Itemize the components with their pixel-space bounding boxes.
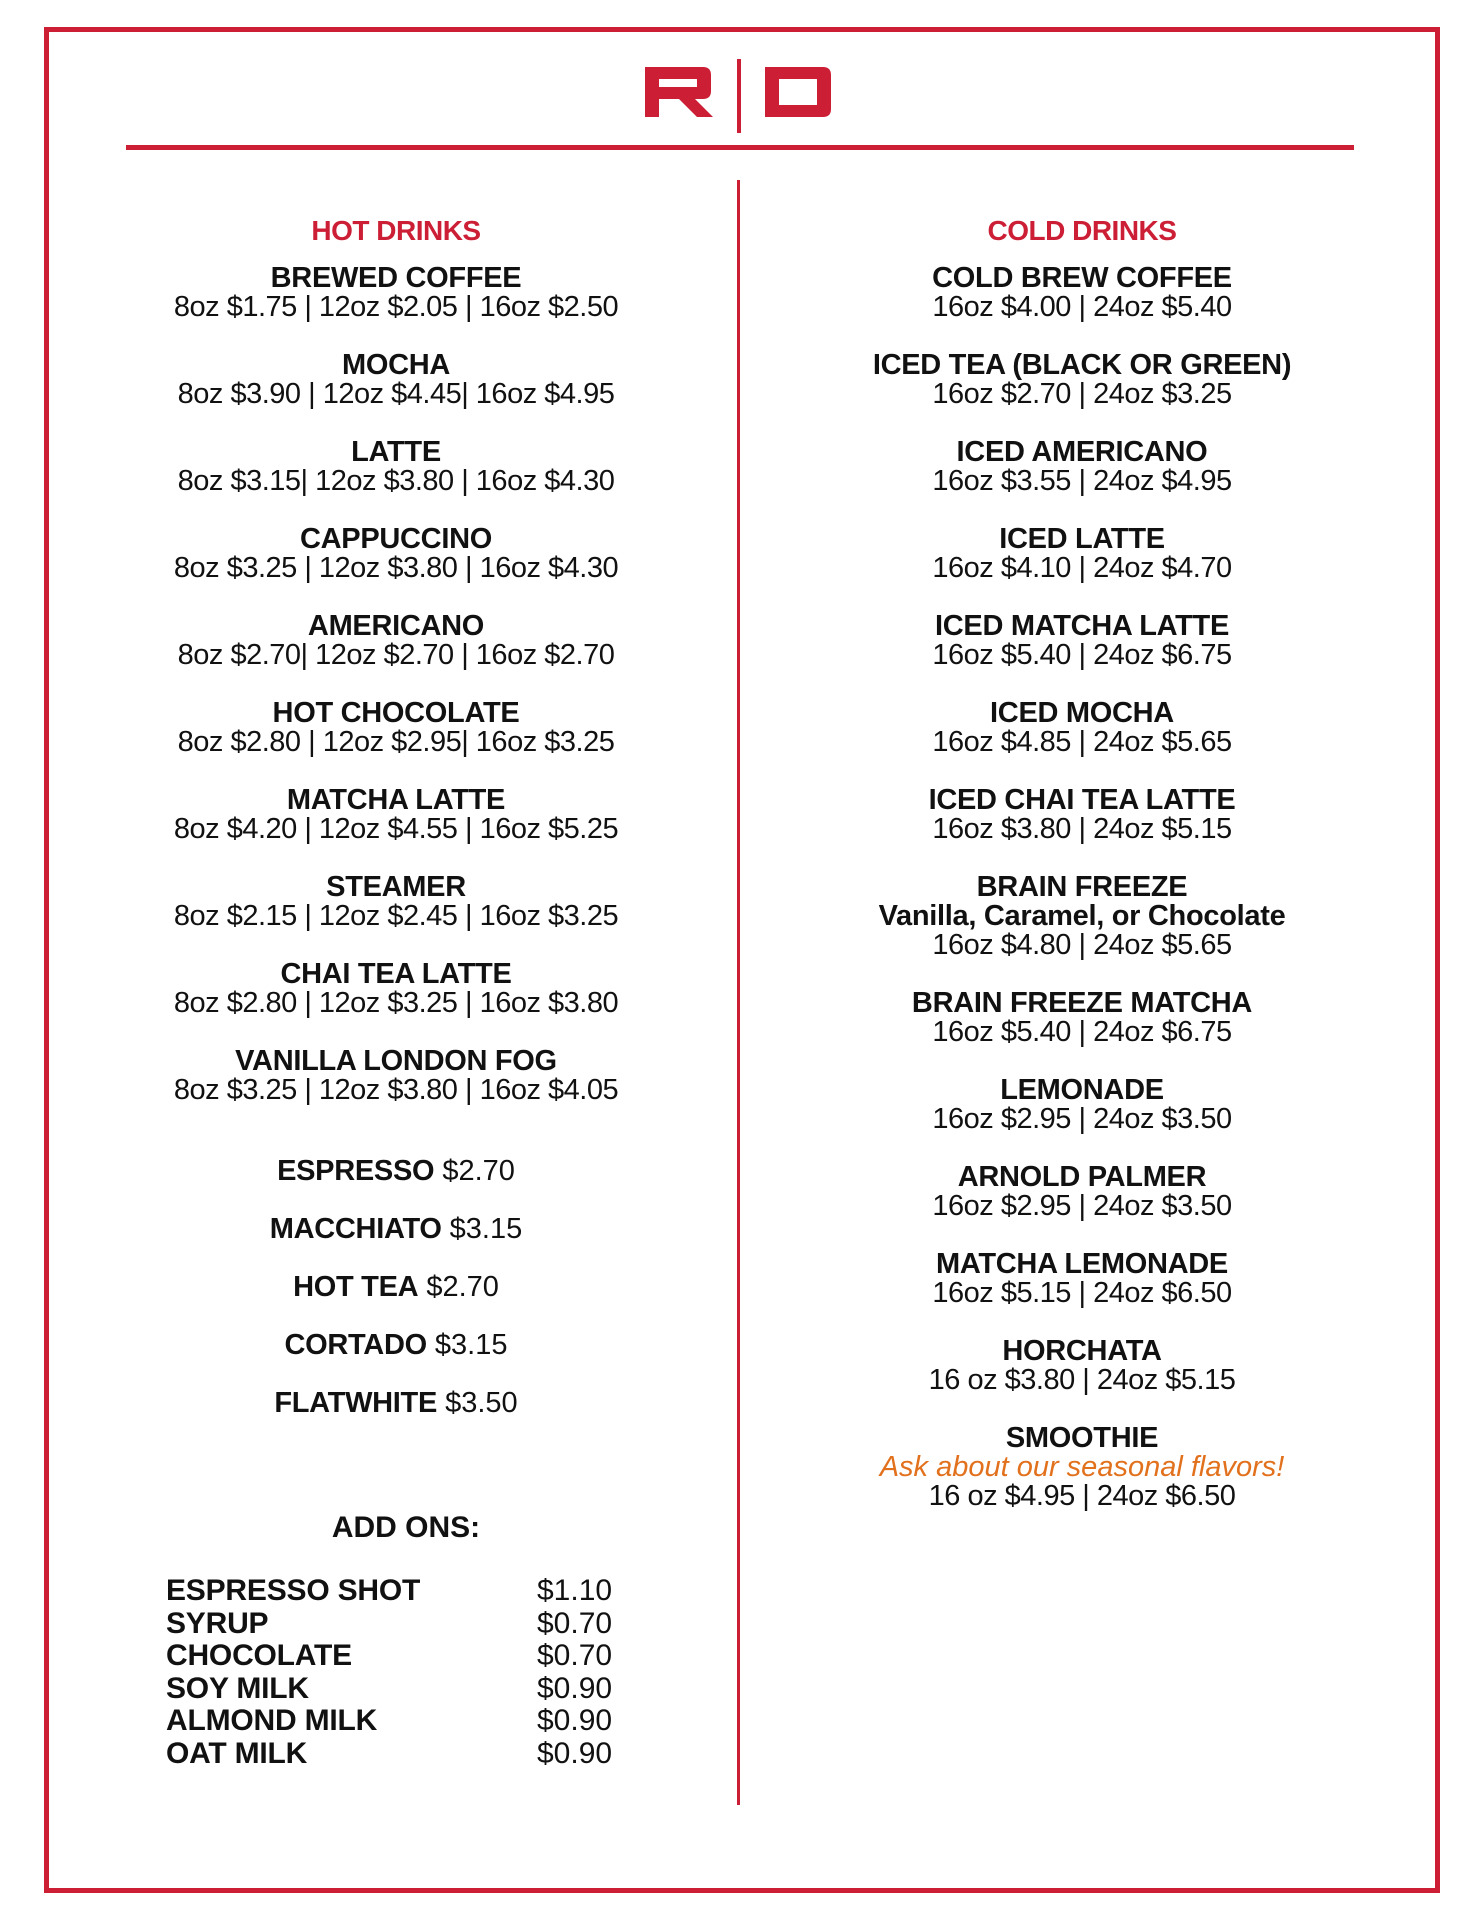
drink-name: HORCHATA xyxy=(1002,1335,1162,1367)
rd-logo-icon xyxy=(645,59,835,133)
drink-price: 8oz $3.90 | 12oz $4.45| 16oz $4.95 xyxy=(177,378,615,410)
menu-item xyxy=(762,699,1402,786)
add-on-name: ESPRESSO SHOT xyxy=(166,1574,421,1607)
drink-name: MATCHA LEMONADE xyxy=(936,1248,1228,1280)
menu-item xyxy=(76,351,716,438)
drink-name: ICED TEA (BLACK OR GREEN) xyxy=(872,349,1292,381)
drink-name: LEMONADE xyxy=(1000,1074,1164,1106)
drink-price: 16 oz $4.95 | 24oz $6.50 xyxy=(928,1480,1236,1512)
menu-item xyxy=(76,1200,716,1258)
drink-price: 8oz $2.70| 12oz $2.70 | 16oz $2.70 xyxy=(177,639,615,671)
menu-item xyxy=(762,1163,1402,1250)
drink-name: FLATWHITE xyxy=(274,1387,438,1419)
drink-flavors: Vanilla, Caramel, or Chocolate xyxy=(878,900,1286,932)
drink-name: ICED AMERICANO xyxy=(956,436,1208,468)
cold-drinks-list xyxy=(762,264,1402,1540)
drink-name: STEAMER xyxy=(326,871,466,903)
column-divider xyxy=(737,180,740,1805)
drink-price: 16oz $5.40 | 24oz $6.75 xyxy=(932,1016,1232,1048)
drink-price: 16oz $5.40 | 24oz $6.75 xyxy=(932,639,1232,671)
drink-price: 8oz $2.15 | 12oz $2.45 | 16oz $3.25 xyxy=(173,900,619,932)
drink-price: 16oz $2.70 | 24oz $3.25 xyxy=(932,378,1232,410)
drink-price: 16oz $4.80 | 24oz $5.65 xyxy=(932,929,1232,961)
menu-item xyxy=(76,960,716,1047)
header-divider xyxy=(126,145,1354,150)
menu-item xyxy=(762,525,1402,612)
menu-item xyxy=(76,438,716,525)
drink-price: 16oz $2.95 | 24oz $3.50 xyxy=(932,1190,1232,1222)
menu-item xyxy=(762,1424,1402,1540)
hot-drinks-title: HOT DRINKS xyxy=(311,215,481,246)
drink-name: SMOOTHIE xyxy=(1005,1422,1159,1454)
drink-name: AMERICANO xyxy=(307,610,485,642)
add-on-name: ALMOND MILK xyxy=(166,1704,378,1737)
drink-price: 8oz $2.80 | 12oz $3.25 | 16oz $3.80 xyxy=(173,987,619,1019)
drink-note: Ask about our seasonal flavors! xyxy=(879,1451,1285,1483)
add-on-price: $0.70 xyxy=(537,1606,613,1640)
drink-name: VANILLA LONDON FOG xyxy=(235,1045,557,1077)
drink-name: CORTADO xyxy=(284,1329,427,1361)
drink-name: MACCHIATO xyxy=(269,1213,442,1245)
add-on-name: SYRUP xyxy=(166,1606,269,1640)
menu-item xyxy=(76,873,716,960)
add-on-price: $0.90 xyxy=(537,1736,613,1770)
menu-item xyxy=(76,1142,716,1200)
menu-item xyxy=(76,1374,716,1432)
add-on-row xyxy=(166,1640,646,1673)
drink-name: MATCHA LATTE xyxy=(286,784,506,816)
menu-item xyxy=(76,1316,716,1374)
add-ons-list xyxy=(166,1575,646,1770)
add-on-price: $0.70 xyxy=(537,1639,613,1672)
menu-item xyxy=(762,873,1402,989)
menu-item xyxy=(76,786,716,873)
drink-price: 16oz $4.85 | 24oz $5.65 xyxy=(932,726,1232,758)
add-on-name: SOY MILK xyxy=(166,1671,309,1705)
add-ons-title: ADD ONS: xyxy=(331,1511,481,1544)
drink-price: 8oz $3.25 | 12oz $3.80 | 16oz $4.30 xyxy=(173,552,619,584)
add-on-price: $0.90 xyxy=(537,1671,613,1705)
drink-price: $3.15 xyxy=(434,1329,508,1361)
drink-name: CHAI TEA LATTE xyxy=(280,958,512,990)
drink-price: 16oz $3.55 | 24oz $4.95 xyxy=(932,465,1232,497)
menu-item xyxy=(762,264,1402,351)
drink-price: 8oz $2.80 | 12oz $2.95| 16oz $3.25 xyxy=(177,726,615,758)
drink-price: $2.70 xyxy=(442,1155,515,1187)
drink-name: ICED MATCHA LATTE xyxy=(935,610,1229,642)
menu-item xyxy=(762,1076,1402,1163)
add-on-price: $0.90 xyxy=(537,1704,613,1737)
menu-item xyxy=(76,1047,716,1134)
drink-price: 16oz $4.00 | 24oz $5.40 xyxy=(932,291,1232,323)
menu-item xyxy=(76,525,716,612)
drink-price: $3.15 xyxy=(449,1213,523,1245)
drink-price: 16 oz $3.80 | 24oz $5.15 xyxy=(928,1364,1236,1396)
add-on-row xyxy=(166,1608,646,1641)
drink-name: ICED MOCHA xyxy=(990,697,1174,729)
menu-item xyxy=(762,989,1402,1076)
drink-name: COLD BREW COFFEE xyxy=(932,262,1232,294)
menu-item xyxy=(762,1250,1402,1337)
drink-price: 8oz $1.75 | 12oz $2.05 | 16oz $2.50 xyxy=(173,291,619,323)
add-on-row xyxy=(166,1575,646,1608)
add-on-row xyxy=(166,1738,646,1771)
drink-name: HOT CHOCOLATE xyxy=(272,697,520,729)
drink-name: BRAIN FREEZE xyxy=(976,871,1188,903)
drink-price: 8oz $3.15| 12oz $3.80 | 16oz $4.30 xyxy=(177,465,615,497)
drink-price: $2.70 xyxy=(426,1271,499,1303)
drink-name: LATTE xyxy=(351,436,441,468)
drink-price: $3.50 xyxy=(445,1387,518,1419)
drink-name: BREWED COFFEE xyxy=(270,262,522,294)
drink-price: 16oz $2.95 | 24oz $3.50 xyxy=(932,1103,1232,1135)
menu-item xyxy=(76,699,716,786)
drink-price: 16oz $4.10 | 24oz $4.70 xyxy=(932,552,1232,584)
drink-name: MOCHA xyxy=(341,349,451,381)
drink-name: ESPRESSO xyxy=(277,1155,435,1187)
menu-item xyxy=(762,1337,1402,1424)
cold-drinks-title: COLD DRINKS xyxy=(987,215,1177,246)
menu-item xyxy=(76,264,716,351)
menu-item xyxy=(762,786,1402,873)
drink-price: 16oz $3.80 | 24oz $5.15 xyxy=(932,813,1232,845)
menu-item xyxy=(762,438,1402,525)
add-on-row xyxy=(166,1673,646,1706)
hot-singles-list xyxy=(76,1142,716,1432)
drink-price: 8oz $3.25 | 12oz $3.80 | 16oz $4.05 xyxy=(173,1074,619,1106)
drink-name: HOT TEA xyxy=(293,1271,419,1303)
menu-item xyxy=(762,351,1402,438)
drink-name: BRAIN FREEZE MATCHA xyxy=(911,987,1253,1019)
hot-drinks-list xyxy=(76,264,716,1134)
drink-name: CAPPUCCINO xyxy=(300,523,492,555)
drink-price: 8oz $4.20 | 12oz $4.55 | 16oz $5.25 xyxy=(173,813,619,845)
drink-name: ICED CHAI TEA LATTE xyxy=(928,784,1236,816)
menu-item xyxy=(76,1258,716,1316)
hot-drinks-column xyxy=(76,210,716,1432)
drink-name: ARNOLD PALMER xyxy=(957,1161,1207,1193)
menu-item xyxy=(76,612,716,699)
add-on-name: OAT MILK xyxy=(166,1736,308,1770)
menu-item xyxy=(762,612,1402,699)
drink-name: ICED LATTE xyxy=(999,523,1165,555)
add-on-row xyxy=(166,1705,646,1738)
drink-price: 16oz $5.15 | 24oz $6.50 xyxy=(932,1277,1232,1309)
add-on-price: $1.10 xyxy=(537,1574,613,1607)
add-on-name: CHOCOLATE xyxy=(166,1639,352,1672)
cold-drinks-column xyxy=(762,210,1402,1540)
